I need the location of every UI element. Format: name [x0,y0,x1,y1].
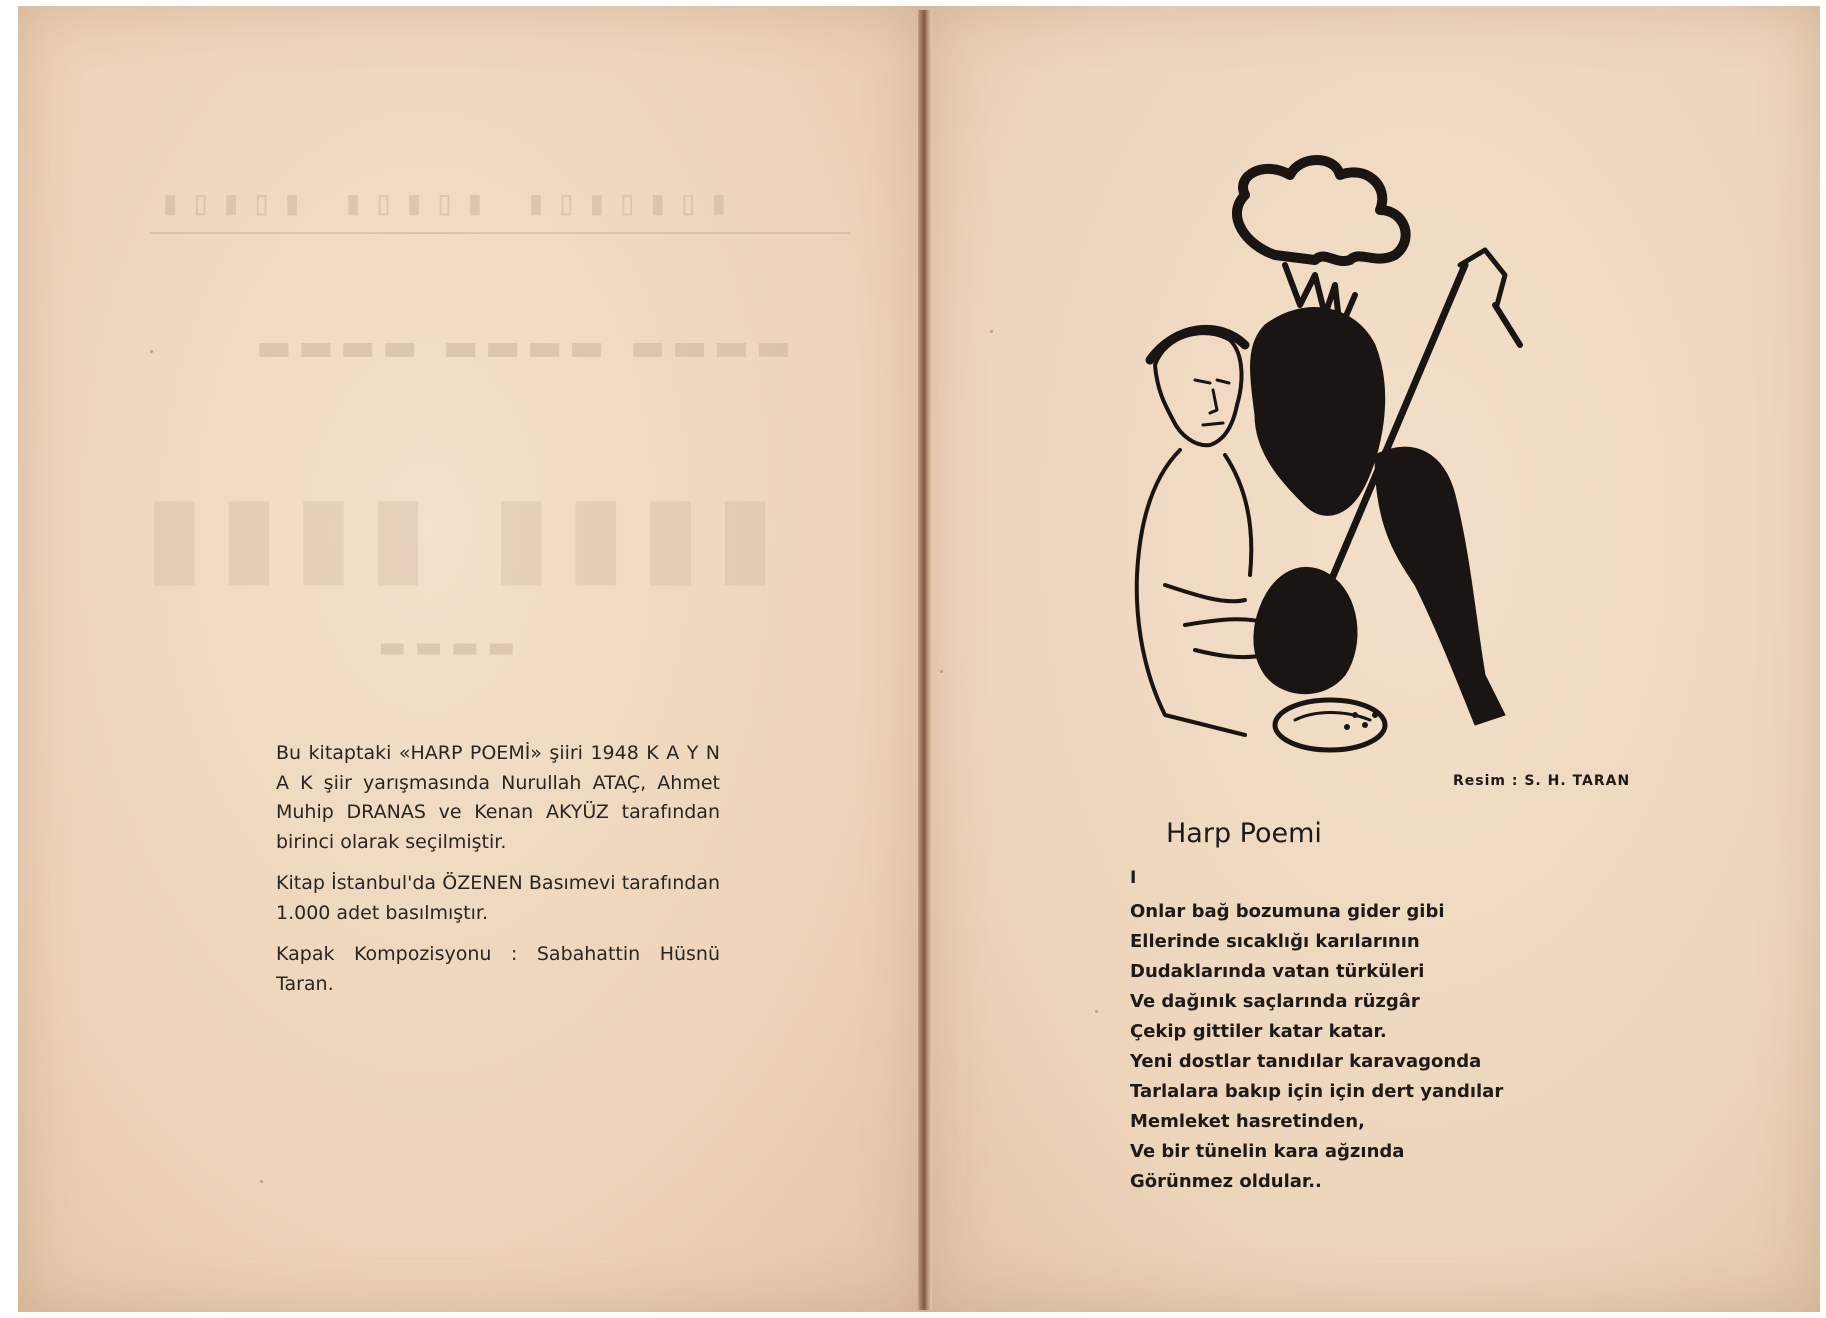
paper-speck [150,350,153,353]
illustration-credit: Resim : S. H. TARAN [1453,773,1631,789]
poem-line: Görünmez oldular.. [1130,1171,1322,1192]
book-gutter [918,10,932,1310]
paper-speck [940,670,943,673]
poem-line: Ve bir tünelin kara ağzında [1130,1141,1405,1162]
poem-line: Onlar bağ bozumuna gider gibi [1130,901,1445,922]
poem-line: Memleket hasretinden, [1130,1111,1365,1132]
poem-line: Ellerinde sıcaklığı karılarının [1130,931,1420,952]
section-number: I [1130,868,1137,888]
bleed-through-mark: ▬▬▬▬ ▬▬▬▬ ▬▬▬▬ [250,325,792,369]
paper-speck [1095,1010,1098,1013]
poem-line: Dudaklarında vatan türküleri [1130,961,1425,982]
paper-speck [990,330,993,333]
bleed-through-mark: ▮▯▮▯▮▯▮ ▮▯▮▯▮ ▮▯▮▯▮ [150,183,729,223]
poem-line: Yeni dostlar tanıdılar karavagonda [1130,1051,1482,1072]
colophon-paragraph: Kitap İstanbul'da ÖZENEN Basımevi tarafından 1.000 adet basılmıştır. [276,872,720,924]
colophon [276,739,720,1011]
poem-line: Tarlalara bakıp için için dert yandılar [1130,1081,1504,1102]
bleed-through-mark: ▬▬▬▬ [370,630,516,665]
paper-speck [260,1180,263,1183]
colophon-paragraph: Bu kitaptaki «HARP POEMİ» şiiri 1948 K A Y N A K şiir yarışmasında Nurullah ATAÇ, Ahmet Muhip DRANAS ve Kenan AKYÜZ tarafından birinci olarak seçilmiştir. [276,742,720,853]
bleed-through-mark: ▮▮▮▮ ▮▮▮▮ [130,470,776,598]
poem-title: Harp Poemi [1166,818,1322,849]
bleed-through-rule [150,232,850,234]
poem-line: Ve dağınık saçlarında rüzgâr [1130,991,1420,1012]
colophon-paragraph: Kapak Kompozisyonu : Sabahattin Hüsnü Taran. [276,943,720,995]
poem-line: Çekip gittiler katar katar. [1130,1021,1387,1042]
saz-player-illustration [1125,155,1545,755]
poem-body [1130,897,1600,1197]
